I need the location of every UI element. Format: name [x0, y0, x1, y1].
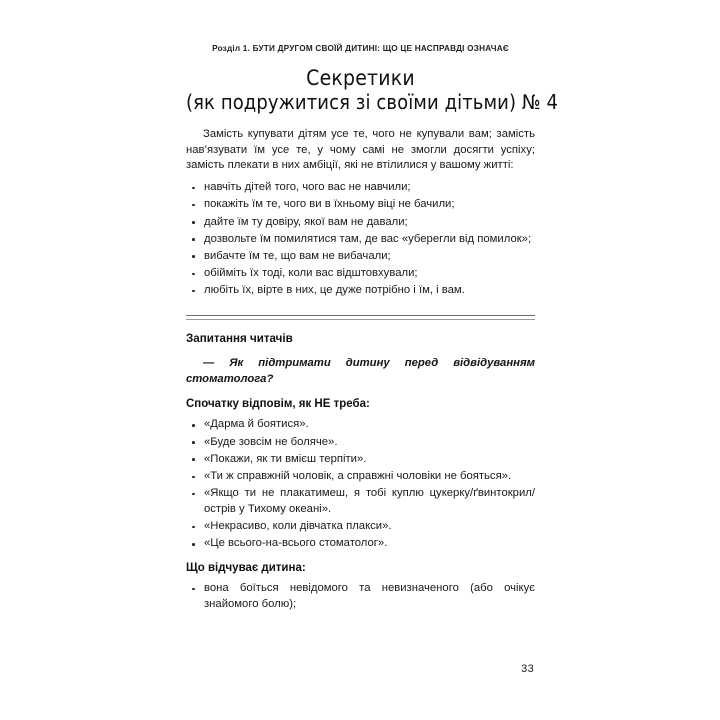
wrong-answers-heading: Спочатку відповім, як НЕ треба:: [186, 398, 370, 411]
list-item: обійміть їх тоді, коли вас відштовхували;: [186, 266, 535, 282]
intro-paragraph: Замість купувати дітям усе те, чого не купували вам; замість нав’язувати їм усе те, у чому самі не змогли досягти успіху; замість плекати в них амбіції, які не втілилися у вашому житті:: [186, 128, 535, 172]
child-feelings-list: [186, 581, 535, 612]
child-feelings-heading: Що відчуває дитина:: [186, 562, 306, 575]
list-item: навчіть дітей того, чого вас не навчили;: [186, 180, 535, 196]
list-item: любіть їх, вірте в них, це дуже потрібно і їм, і вам.: [186, 283, 535, 299]
list-item: «Це всього-на-всього стоматолог».: [186, 536, 535, 552]
list-item: дозвольте їм помилятися там, де вас «уберегли від помилок»;: [186, 232, 535, 248]
reader-question: — Як підтримати дитину перед відвідуванням стоматолога?: [186, 357, 535, 385]
wrong-answers-list: [186, 417, 535, 552]
running-header: Розділ 1. БУТИ ДРУГОМ СВОЇЙ ДИТИНІ: ЩО ЦЕ НАСПРАВДІ ОЗНАЧАЄ: [212, 44, 509, 53]
list-item: вона боїться невідомого та невизначеного (або очікує знайомого болю);: [186, 581, 535, 612]
list-item: «Буде зовсім не боляче».: [186, 435, 535, 451]
section-divider: [186, 315, 535, 320]
page-title-line-1: Секретики: [306, 66, 415, 90]
section-title-block: [186, 66, 559, 115]
divider-rule-top: [186, 315, 535, 316]
readers-questions-heading: Запитання читачів: [186, 332, 293, 346]
page-number: 33: [521, 663, 534, 675]
list-item: «Некрасиво, коли дівчатка плакси».: [186, 519, 535, 535]
list-item: «Ти ж справжній чоловік, а справжні чоловіки не бояться».: [186, 469, 535, 485]
page-content-column: [186, 0, 559, 613]
list-item: «Покажи, як ти вмієш терпіти».: [186, 452, 535, 468]
list-item: дайте їм ту довіру, якої вам не давали;: [186, 215, 535, 231]
intro-bullet-list: [186, 180, 535, 299]
divider-rule-bottom: [186, 319, 535, 320]
list-item: покажіть їм те, чого ви в їхньому віці не бачили;: [186, 197, 535, 213]
list-item: вибачте їм те, що вам не вибачали;: [186, 249, 535, 265]
list-item: «Дарма й боятися».: [186, 417, 535, 433]
list-item: «Якщо ти не плакатимеш, я тобі куплю цукерку/ґвинтокрил/острів у Тихому океані».: [186, 486, 535, 517]
page-title-line-2: (як подружитися зі своїми дітьми) № 4: [186, 90, 559, 115]
